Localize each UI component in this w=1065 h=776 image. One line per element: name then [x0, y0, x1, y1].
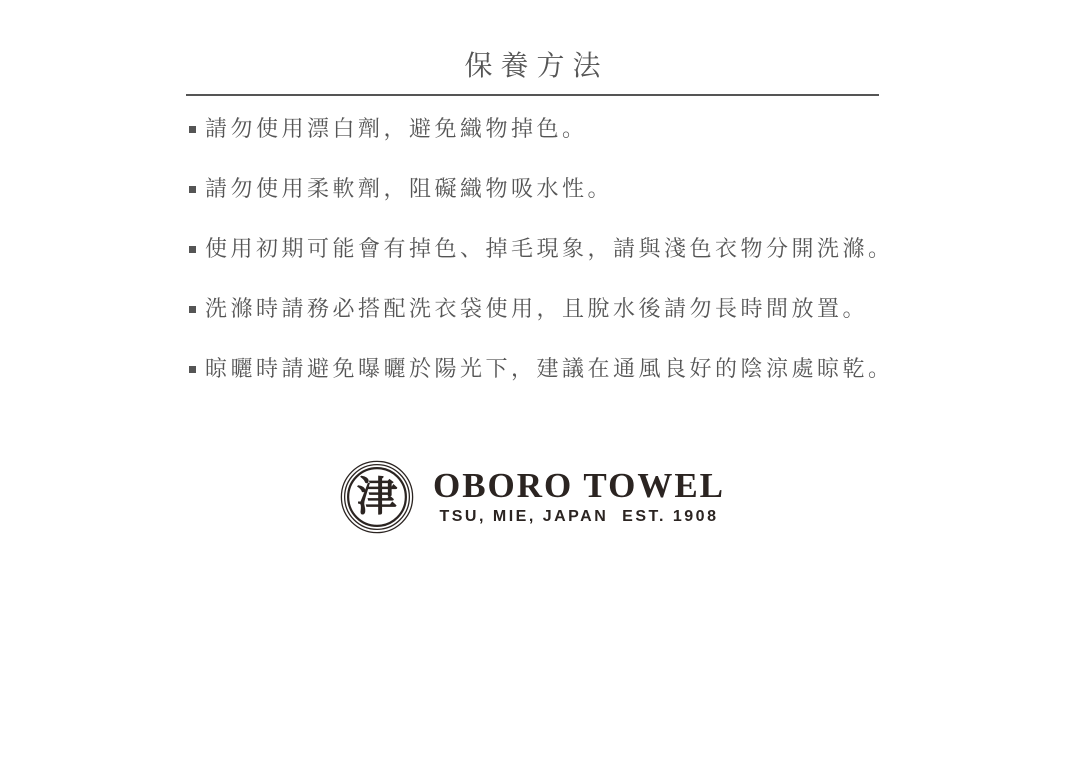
care-list-item — [189, 234, 894, 264]
care-list-item — [189, 174, 879, 204]
square-bullet-icon — [189, 246, 196, 253]
care-item-text: 請勿使用漂白劑，避免織物掉色。 — [205, 116, 588, 141]
tsu-seal-icon — [340, 460, 414, 534]
care-item-text: 請勿使用柔軟劑，阻礙織物吸水性。 — [205, 176, 614, 201]
care-item-text: 洗滌時請務必搭配洗衣袋使用，且脫水後請勿長時間放置。 — [205, 296, 869, 321]
title-divider — [186, 94, 879, 96]
seal-character: 津 — [356, 474, 398, 520]
care-list-item — [189, 354, 894, 384]
square-bullet-icon — [189, 306, 196, 313]
care-list-item — [189, 294, 879, 324]
care-item-text: 使用初期可能會有掉色、掉毛現象，請與淺色衣物分開洗滌。 — [205, 236, 894, 261]
brand-tagline: TSU, MIE, JAPAN EST. 1908 — [439, 508, 719, 525]
care-section — [186, 0, 894, 534]
care-instructions-list — [186, 114, 894, 384]
care-item-text: 晾曬時請避免曝曬於陽光下，建議在通風良好的陰涼處晾乾。 — [205, 356, 894, 381]
care-list-item — [189, 114, 879, 144]
square-bullet-icon — [189, 186, 196, 193]
brand-logo — [186, 460, 879, 534]
brand-text-block — [433, 468, 725, 526]
care-section-title: 保養方法 — [464, 50, 609, 81]
square-bullet-icon — [189, 126, 196, 133]
square-bullet-icon — [189, 366, 196, 373]
brand-name: OBORO TOWEL — [432, 466, 726, 505]
